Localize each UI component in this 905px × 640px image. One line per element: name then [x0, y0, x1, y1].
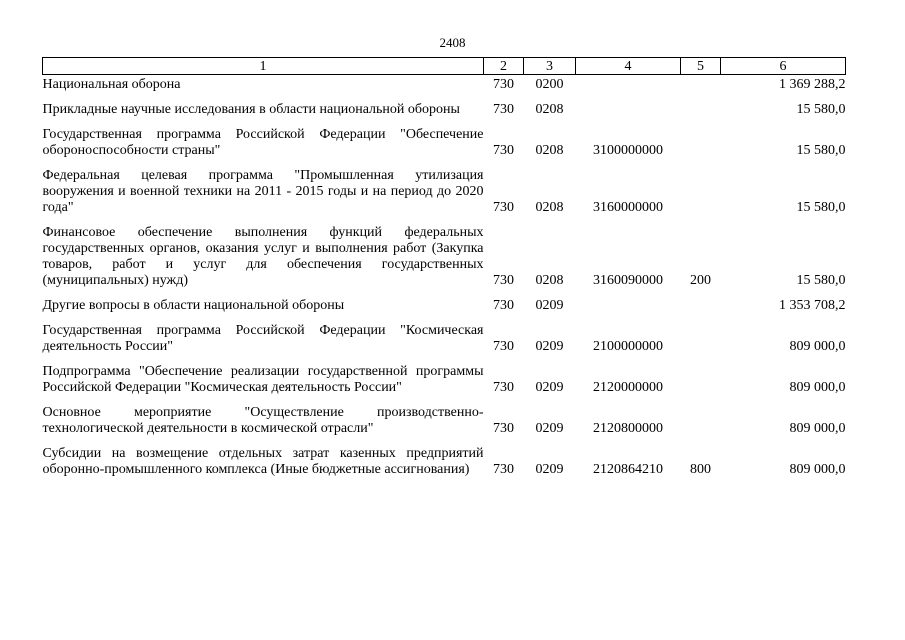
expense-type-code: [681, 118, 721, 159]
target-article-code: [576, 289, 681, 314]
section-code: 0208: [535, 102, 564, 117]
item-name: Финансовое обеспечение выполнения функций федеральных государственных органов, оказания услуг и выполнения работ (Закупка товаров, работ и услуг для обеспечения государственных (муниципальных) нужд): [42, 225, 484, 288]
column-header-2: 2: [484, 58, 524, 75]
amount: 15 580,0: [796, 273, 846, 288]
ministry-code: 730: [493, 143, 514, 158]
column-header-3: 3: [524, 58, 576, 75]
target-article-code: [576, 75, 681, 94]
amount: 1 353 708,2: [779, 298, 846, 313]
item-name: Прикладные научные исследования в области национальной обороны: [42, 102, 460, 117]
expense-type-code: [681, 289, 721, 314]
section-code: 0208: [535, 143, 564, 158]
column-header-1: 1: [43, 58, 484, 75]
ministry-code: 730: [493, 200, 514, 215]
ministry-code: 730: [493, 273, 514, 288]
ministry-code: 730: [493, 77, 514, 92]
item-name: Национальная оборона: [42, 77, 181, 92]
ministry-code: 730: [493, 421, 514, 436]
expense-type-code: [681, 159, 721, 216]
ministry-code: 730: [493, 102, 514, 117]
section-code: 0208: [535, 273, 564, 288]
ministry-code: 730: [493, 339, 514, 354]
amount: 15 580,0: [796, 102, 846, 117]
table-row: [43, 437, 846, 478]
expense-type-code: [681, 314, 721, 355]
target-article-code: [576, 93, 681, 118]
amount: 809 000,0: [789, 339, 846, 354]
expense-type-code: [681, 93, 721, 118]
section-code: 0209: [535, 380, 564, 395]
item-name: Другие вопросы в области национальной обороны: [42, 298, 345, 313]
amount: 809 000,0: [789, 421, 846, 436]
expense-type-code: [681, 396, 721, 437]
item-name: Государственная программа Российской Федерации "Космическая деятельность России": [42, 323, 484, 354]
section-code: 0200: [535, 77, 564, 92]
table-row: [43, 396, 846, 437]
item-name: Субсидии на возмещение отдельных затрат казенных предприятий оборонно-промышленного комплекса (Иные бюджетные ассигнования): [42, 446, 484, 477]
target-article-code: 2120864210: [593, 462, 663, 477]
table-row: [43, 216, 846, 289]
table-row: [43, 355, 846, 396]
column-header-5: 5: [681, 58, 721, 75]
expense-type-code: [681, 355, 721, 396]
section-code: 0209: [535, 421, 564, 436]
target-article-code: 2100000000: [593, 339, 663, 354]
item-name: Федеральная целевая программа "Промышленная утилизация вооружения и военной техники на 2011 - 2015 годы и на период до 2020 года": [42, 168, 484, 215]
table-row: [43, 118, 846, 159]
amount: 1 369 288,2: [779, 77, 846, 92]
target-article-code: 3100000000: [593, 143, 663, 158]
section-code: 0209: [535, 462, 564, 477]
amount: 15 580,0: [796, 143, 846, 158]
table-row: [43, 93, 846, 118]
column-header-4: 4: [576, 58, 681, 75]
table-row: [43, 75, 846, 94]
amount: 15 580,0: [796, 200, 846, 215]
page-number: 2408: [439, 35, 466, 50]
table-row: [43, 159, 846, 216]
section-code: 0208: [535, 200, 564, 215]
table-header: [43, 58, 846, 75]
target-article-code: 2120800000: [593, 421, 663, 436]
column-header-6: 6: [721, 58, 846, 75]
table-row: [43, 314, 846, 355]
expense-type-code: [681, 75, 721, 94]
table-row: [43, 289, 846, 314]
section-code: 0209: [535, 298, 564, 313]
target-article-code: 3160090000: [593, 273, 663, 288]
target-article-code: 3160000000: [593, 200, 663, 215]
item-name: Подпрограмма "Обеспечение реализации государственной программы Российской Федерации "Космическая деятельность России": [42, 364, 484, 395]
amount: 809 000,0: [789, 380, 846, 395]
amount: 809 000,0: [789, 462, 846, 477]
section-code: 0209: [535, 339, 564, 354]
budget-table: [42, 57, 846, 478]
target-article-code: 2120000000: [593, 380, 663, 395]
item-name: Основное мероприятие "Осуществление производственно-технологической деятельности в космической отрасли": [42, 405, 484, 436]
expense-type-code: 800: [690, 462, 711, 477]
ministry-code: 730: [493, 462, 514, 477]
expense-type-code: 200: [690, 273, 711, 288]
ministry-code: 730: [493, 380, 514, 395]
item-name: Государственная программа Российской Федерации "Обеспечение обороноспособности страны": [42, 127, 484, 158]
ministry-code: 730: [493, 298, 514, 313]
